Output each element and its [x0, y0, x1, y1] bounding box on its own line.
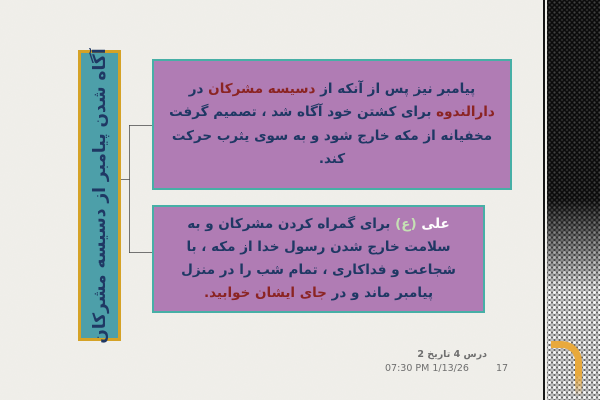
text-segment: پیامبر نیز پس از آنکه از: [315, 81, 476, 98]
connector-vertical-line: [129, 125, 130, 253]
gold-corner-arc: [551, 341, 582, 396]
footer-lesson-label: درس 4 تاریخ 2: [417, 349, 487, 360]
footer-datetime: 07:30 PM 1/13/26: [385, 363, 469, 374]
connector-stub-top: [129, 125, 152, 126]
text-segment: (ع): [395, 215, 417, 232]
content-box-ali-sacrifice: [152, 205, 485, 313]
connector-stub-middle: [121, 179, 130, 180]
text-segment: دسیسه مشرکان: [208, 81, 316, 98]
text-segment: دارالندوه: [436, 104, 495, 121]
content-box-prophet-escape-text: [154, 76, 510, 173]
vertical-title-text: آگاه شدن پیامبر از دسیسه مشرکان: [89, 47, 110, 344]
vertical-title-box: [78, 47, 121, 344]
text-segment: برای کشتن خود آگاه شد ، تصمیم گرفت مخفیانه از مکه خارج شود و به سوی یثرب حرکت کند.: [169, 104, 493, 167]
text-segment: در: [188, 81, 209, 98]
footer-page-number: 17: [496, 363, 509, 374]
band-edge-line: [543, 0, 545, 400]
connector-stub-bottom: [129, 252, 152, 253]
content-box-prophet-escape: [152, 59, 512, 190]
text-segment: جای ایشان خوابید.: [203, 285, 327, 302]
content-box-ali-sacrifice-text: [154, 211, 483, 308]
text-segment: برای گمراه کردن مشرکان و به سلامت خارج شدن رسول خدا از مکه ، با شجاعت و فداکاری ، تمام شب را در منزل پیامبر ماند و در: [181, 215, 456, 302]
text-segment: علی: [416, 215, 450, 232]
